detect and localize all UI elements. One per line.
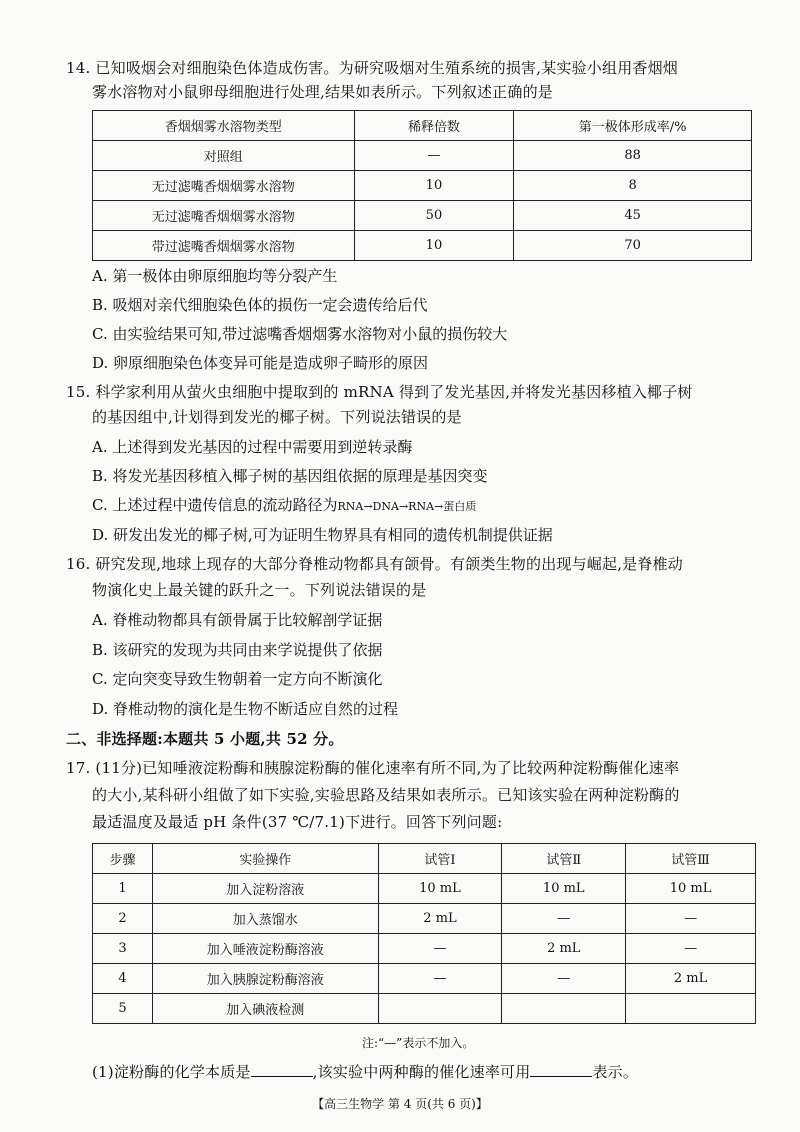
table-cell: 加入碘液检测 — [152, 994, 378, 1024]
q15-option-a: A. 上述得到发光基因的过程中需要用到逆转录酶 — [92, 438, 413, 456]
q17-header-tube2: 试管Ⅱ — [502, 844, 626, 874]
q17-table — [92, 843, 756, 1024]
table-cell: 2 mL — [626, 964, 756, 994]
table-cell: 10 — [354, 231, 514, 261]
table-cell: 无过滤嘴香烟烟雾水溶物 — [93, 201, 355, 231]
page-footer: 【高三生物学 第 4 页(共 6 页)】 — [312, 1097, 488, 1111]
table-cell: 加入蒸馏水 — [152, 904, 378, 934]
q15-option-d: D. 研发出发光的椰子树,可为证明生物界具有相同的遗传机制提供证据 — [92, 526, 553, 544]
q16-stem-line2: 物演化史上最关键的跃升之一。下列说法错误的是 — [92, 581, 427, 599]
table-cell: 2 mL — [378, 904, 502, 934]
table-cell: 5 — [93, 994, 153, 1024]
table-cell: 4 — [93, 964, 153, 994]
q15-option-c-text: C. 上述过程中遗传信息的流动路径为 — [92, 496, 338, 514]
q14-stem-line1: 14. 已知吸烟会对细胞染色体造成伤害。为研究吸烟对生殖系统的损害,某实验小组用香烟烟 — [66, 59, 678, 77]
q16-option-c: C. 定向突变导致生物朝着一定方向不断演化 — [92, 670, 383, 688]
table-cell: — — [378, 934, 502, 964]
section-heading: 二、非选择题:本题共 5 小题,共 52 分。 — [66, 730, 344, 748]
table-cell: 2 — [93, 904, 153, 934]
q17-header-step: 步骤 — [93, 844, 153, 874]
table-row — [93, 964, 756, 994]
q17-header-tube3: 试管Ⅲ — [626, 844, 756, 874]
table-row — [93, 201, 752, 231]
answer-blank-2 — [530, 1062, 592, 1077]
q17-stem-line2: 的大小,某科研小组做了如下实验,实验思路及结果如表所示。已知该实验在两种淀粉酶的 — [92, 786, 680, 804]
q14-header-rate: 第一极体形成率/% — [514, 111, 752, 141]
info-flow-path: RNA→DNA→RNA→蛋白质 — [337, 500, 477, 513]
q14-table — [92, 110, 752, 261]
q17-subquestion-1 — [92, 1062, 638, 1082]
table-row — [93, 904, 756, 934]
table-cell: — — [502, 964, 626, 994]
q17-header-operation: 实验操作 — [152, 844, 378, 874]
q15-option-c — [92, 495, 476, 517]
table-cell: 无过滤嘴香烟烟雾水溶物 — [93, 171, 355, 201]
q16-option-b: B. 该研究的发现为共同由来学说提供了依据 — [92, 641, 383, 659]
table-cell: 10 mL — [378, 874, 502, 904]
q14-option-b: B. 吸烟对亲代细胞染色体的损伤一定会遗传给后代 — [92, 296, 428, 314]
table-cell: 对照组 — [93, 141, 355, 171]
table-cell: 50 — [354, 201, 514, 231]
q14-header-dilution: 稀释倍数 — [354, 111, 514, 141]
sub1-part3: 表示。 — [592, 1063, 639, 1081]
table-cell: 2 mL — [502, 934, 626, 964]
table-cell: 带过滤嘴香烟烟雾水溶物 — [93, 231, 355, 261]
q16-option-a: A. 脊椎动物都具有颌骨属于比较解剖学证据 — [92, 611, 383, 629]
table-cell: 加入淀粉溶液 — [152, 874, 378, 904]
table-cell: — — [354, 141, 514, 171]
table-cell: 70 — [514, 231, 752, 261]
table-row — [93, 934, 756, 964]
table-cell: — — [626, 934, 756, 964]
table-cell — [502, 994, 626, 1024]
table-row — [93, 874, 756, 904]
table-cell: 10 — [354, 171, 514, 201]
table-cell: 45 — [514, 201, 752, 231]
q15-stem-line1: 15. 科学家利用从萤火虫细胞中提取到的 mRNA 得到了发光基因,并将发光基因移植入椰子树 — [66, 383, 693, 401]
q14-option-a: A. 第一极体由卵原细胞均等分裂产生 — [92, 267, 338, 285]
table-cell: 3 — [93, 934, 153, 964]
table-row — [93, 994, 756, 1024]
table-cell — [626, 994, 756, 1024]
q14-option-c: C. 由实验结果可知,带过滤嘴香烟烟雾水溶物对小鼠的损伤较大 — [92, 325, 508, 343]
q17-header-tube1: 试管Ⅰ — [378, 844, 502, 874]
table-cell: — — [502, 904, 626, 934]
sub1-part2: ,该实验中两种酶的催化速率可用 — [312, 1063, 531, 1081]
q17-table-note: 注:“—”表示不加入。 — [362, 1036, 475, 1050]
table-cell: — — [378, 964, 502, 994]
q15-stem-line2: 的基因组中,计划得到发光的椰子树。下列说法错误的是 — [92, 408, 462, 426]
q15-option-b: B. 将发光基因移植入椰子树的基因组依据的原理是基因突变 — [92, 467, 488, 485]
table-cell: 10 mL — [626, 874, 756, 904]
table-cell: 加入唾液淀粉酶溶液 — [152, 934, 378, 964]
table-cell — [378, 994, 502, 1024]
table-cell: 88 — [514, 141, 752, 171]
sub1-part1: (1)淀粉酶的化学本质是 — [92, 1063, 251, 1081]
table-cell: — — [626, 904, 756, 934]
q14-stem-line2: 雾水溶物对小鼠卵母细胞进行处理,结果如表所示。下列叙述正确的是 — [92, 83, 553, 101]
q16-option-d: D. 脊椎动物的演化是生物不断适应自然的过程 — [92, 700, 399, 718]
table-row — [93, 231, 752, 261]
q14-option-d: D. 卵原细胞染色体变异可能是造成卵子畸形的原因 — [92, 354, 429, 372]
answer-blank-1 — [251, 1062, 313, 1077]
table-cell: 10 mL — [502, 874, 626, 904]
table-cell: 8 — [514, 171, 752, 201]
q16-stem-line1: 16. 研究发现,地球上现存的大部分脊椎动物都具有颌骨。有颌类生物的出现与崛起,是脊椎动 — [66, 555, 683, 573]
table-row — [93, 171, 752, 201]
q14-header-type: 香烟烟雾水溶物类型 — [93, 111, 355, 141]
q17-stem-line1: 17. (11分)已知唾液淀粉酶和胰腺淀粉酶的催化速率有所不同,为了比较两种淀粉酶催化速率 — [66, 759, 680, 777]
q17-stem-line3: 最适温度及最适 pH 条件(37 ℃/7.1)下进行。回答下列问题: — [92, 813, 503, 831]
table-cell: 1 — [93, 874, 153, 904]
table-row — [93, 141, 752, 171]
table-cell: 加入胰腺淀粉酶溶液 — [152, 964, 378, 994]
